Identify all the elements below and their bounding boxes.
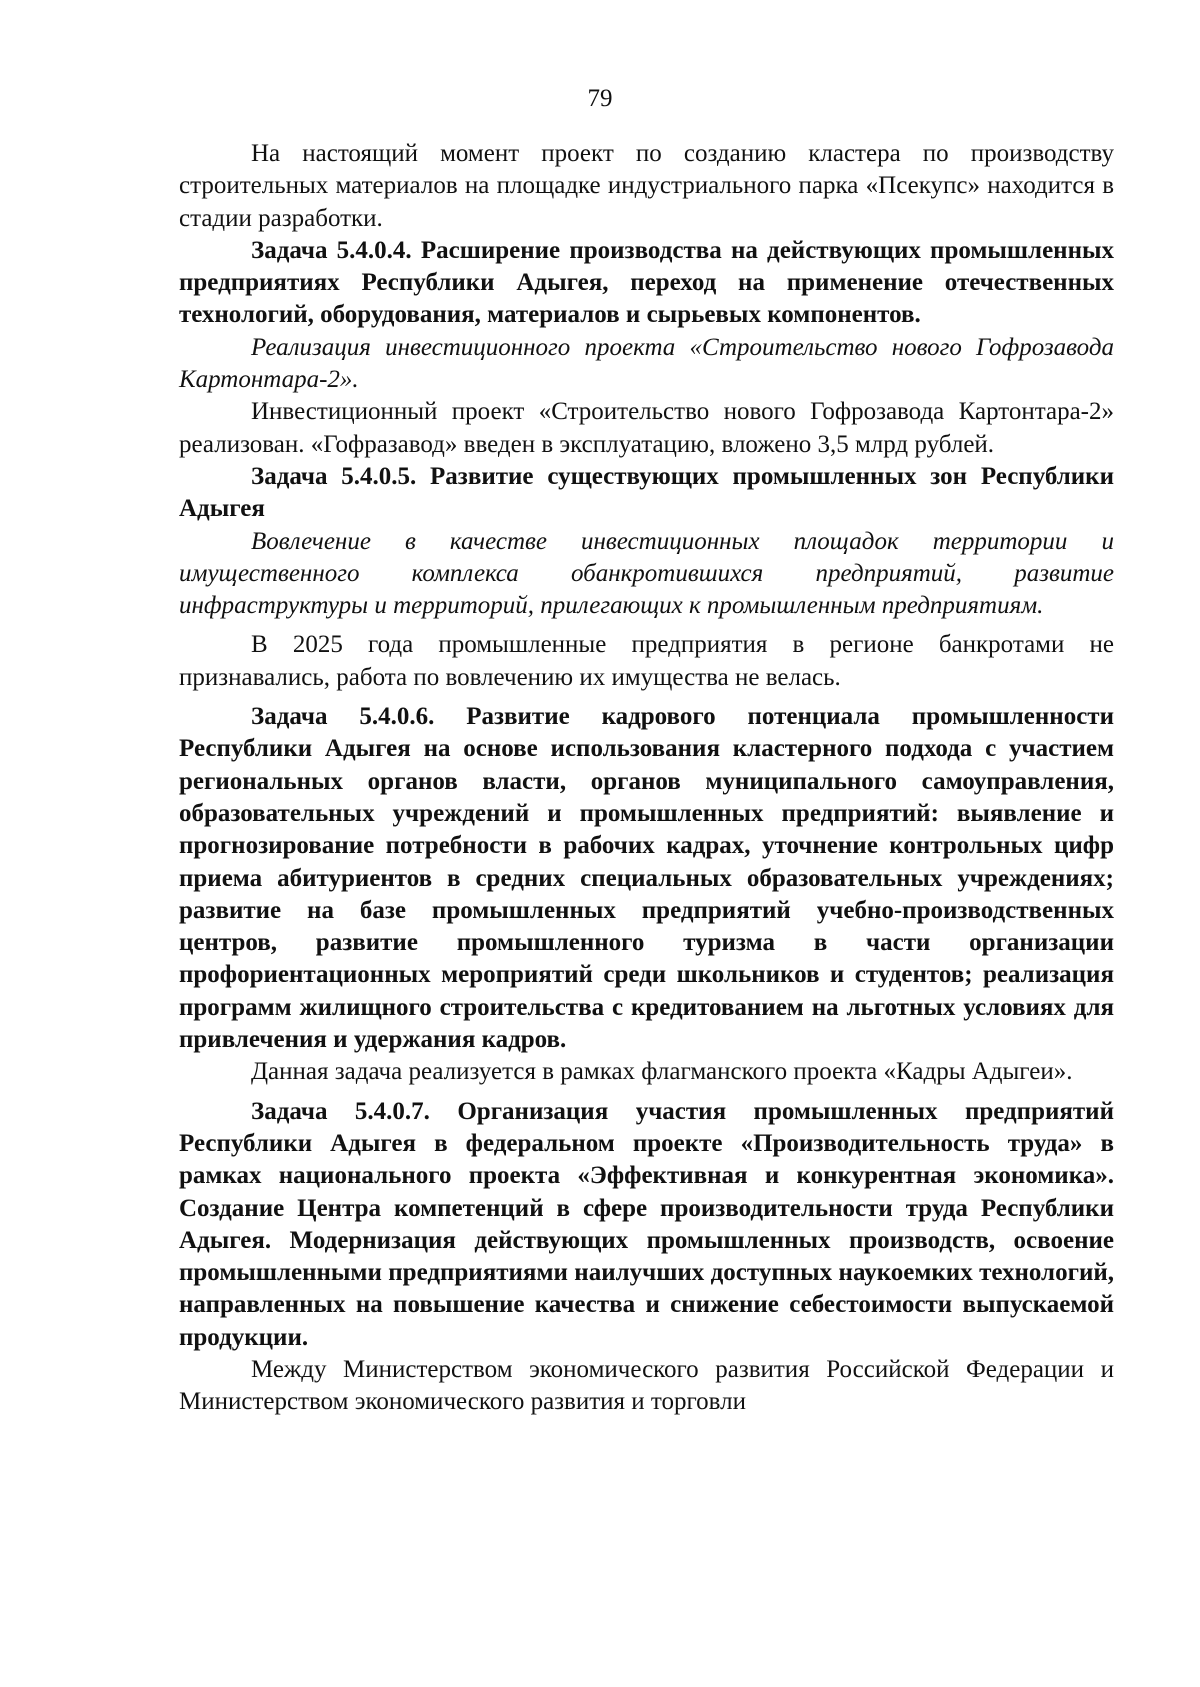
paragraph-ministry-agreement: Между Министерством экономического развития Российской Федерации и Министерством экономического развития и торговли	[179, 1355, 1114, 1416]
page-number: 79	[587, 85, 613, 112]
document-body	[179, 138, 1114, 1419]
task-5-4-0-4-heading: Задача 5.4.0.4. Расширение производства на действующих промышленных предприятиях Республики Адыгея, переход на применение отечественных технологий, оборудования, материалов и сырьевых компонентов.	[179, 236, 1114, 329]
task-5-4-0-7-heading: Задача 5.4.0.7. Организация участия промышленных предприятий Республики Адыгея в федеральном проекте «Производительность труда» в рамках национального проекта «Эффективная и конкурентная экономика». Создание Центра компетенций в сфере производительности труда Республики Адыгея. Модернизация действующих промышленных производств, освоение промышленными предприятиями наилучших доступных наукоемких технологий, направленных на повышение качества и снижение себестоимости выпускаемой продукции.	[179, 1097, 1114, 1351]
paragraph-kartontara-status: Инвестиционный проект «Строительство нового Гофрозавода Картонтара-2» реализован. «Гофразавод» введен в эксплуатацию, вложено 3,5 млрд рублей.	[179, 398, 1114, 458]
paragraph-bankruptcy-status: В 2025 года промышленные предприятия в регионе банкротами не признавались, работа по вовлечению их имущества не велась.	[179, 631, 1114, 691]
paragraph-cluster-status: На настоящий момент проект по созданию кластера по производству строительных материалов на площадке индустриального парка «Псекупс» находится в стадии разработки.	[179, 140, 1114, 232]
task-5-4-0-6-heading: Задача 5.4.0.6. Развитие кадрового потенциала промышленности Республики Адыгея на основе использования кластерного подхода с участием региональных органов власти, органов муниципального самоуправления, образовательных учреждений и промышленных предприятий: выявление и прогнозирование потребности в рабочих кадрах, уточнение контрольных цифр приема абитуриентов в средних специальных образовательных учреждениях; развитие на базе промышленных предприятий учебно-производственных центров, развитие промышленного туризма в части организации профориентационных мероприятий среди школьников и студентов; реализация программ жилищного строительства с кредитованием на льготных условиях для привлечения и удержания кадров.	[179, 703, 1114, 1054]
measure-bankrupt-assets: Вовлечение в качестве инвестиционных площадок территории и имущественного комплекса обанкротившихся предприятий, развитие инфраструктуры и территорий, прилегающих к промышленным предприятиям.	[179, 527, 1114, 620]
paragraph-kadry-adygei: Данная задача реализуется в рамках флагманского проекта «Кадры Адыгеи».	[251, 1058, 1073, 1086]
project-kartontara-title: Реализация инвестиционного проекта «Строительство нового Гофрозавода Картонтара-2».	[179, 333, 1114, 394]
task-5-4-0-5-heading: Задача 5.4.0.5. Развитие существующих промышленных зон Республики Адыгея	[179, 462, 1114, 523]
